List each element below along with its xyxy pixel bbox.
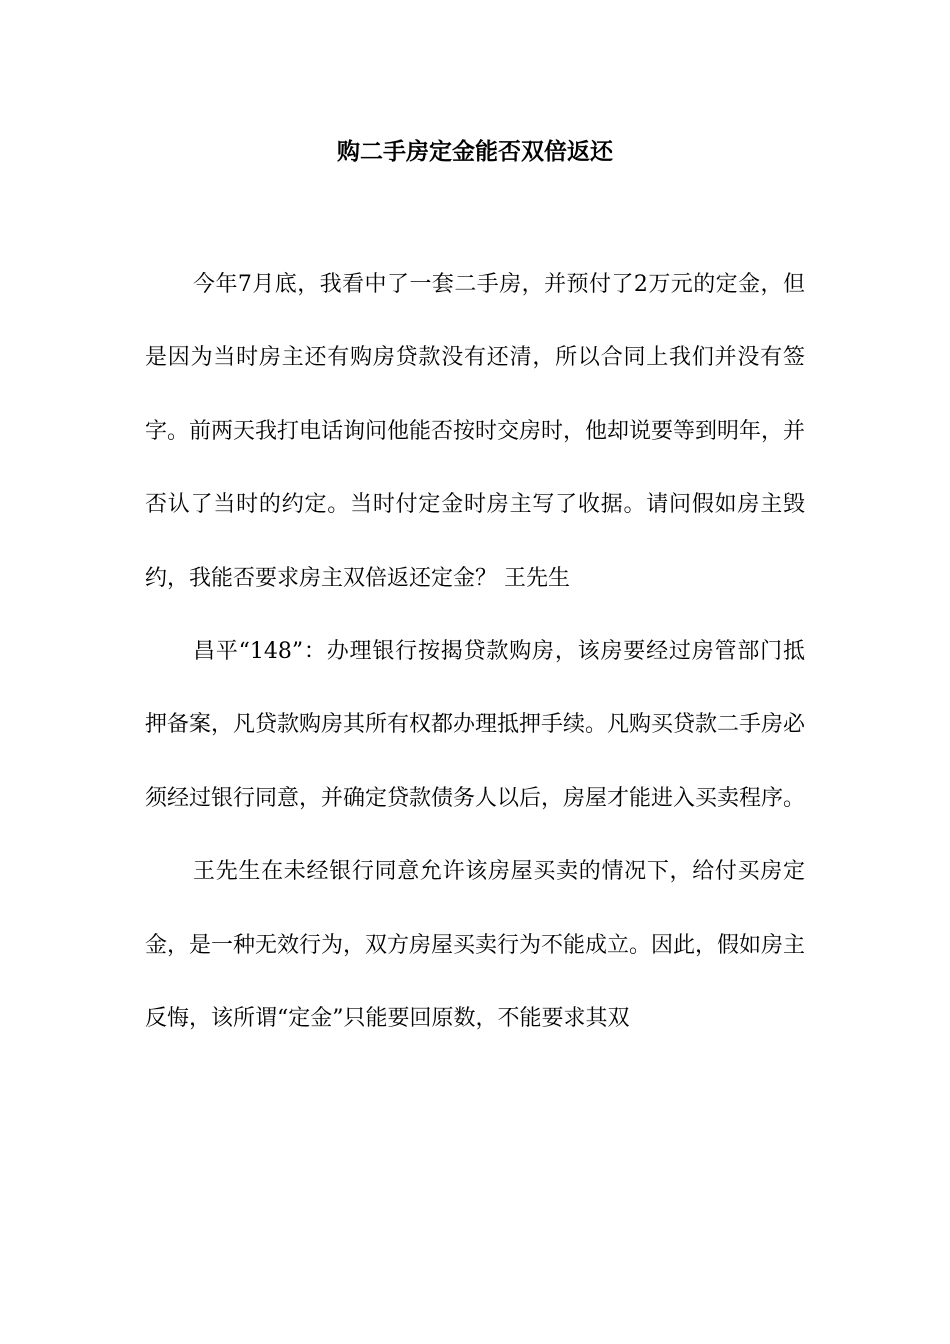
paragraph-question: 今年7月底，我看中了一套二手房，并预付了2万元的定金，但是因为当时房主还有购房贷款没有还清，所以合同上我们并没有签字。前两天我打电话询问他能否按时交房时，他却说要等到明年，并否认了当时的约定。当时付定金时房主写了收据。请问假如房主毁约，我能否要求房主双倍返还定金？ 王先生 [145, 272, 806, 591]
document-body [145, 248, 805, 1055]
paragraph-answer-conclusion: 王先生在未经银行同意允许该房屋买卖的情况下，给付买房定金，是一种无效行为，双方房屋买卖行为不能成立。因此，假如房主反悔，该所谓“定金”只能要回原数，不能要求其双 [145, 859, 806, 1032]
paragraph-answer-intro: 昌平“148”：办理银行按揭贷款购房，该房要经过房管部门抵押备案，凡贷款购房其所有权都办理抵押手续。凡购买贷款二手房必须经过银行同意，并确定贷款债务人以后，房屋才能进入买卖程序。 [145, 639, 806, 811]
document-title: 购二手房定金能否双倍返还 [337, 138, 613, 165]
